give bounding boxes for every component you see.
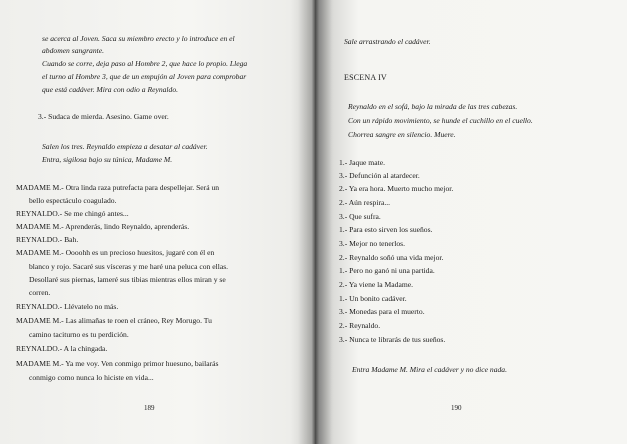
dialogue-line: REYNALDO.- A la chingada. [16, 344, 108, 353]
dialogue-line: 3.- Defunción al atardecer. [339, 171, 420, 180]
stage-direction-line: abdomen sangrante. [42, 46, 105, 55]
dialogue-line: MADAME M.- Aprenderás, lindo Reynaldo, aprenderás. [16, 222, 190, 231]
dialogue-line: 2.- Ya viene la Madame. [339, 280, 414, 289]
dialogue-line: conmigo como nunca lo hiciste en vida... [29, 373, 154, 382]
dialogue-line: MADAME M.- Oooohh es un precioso huesitos, jugaré con él en [16, 248, 215, 257]
dialogue-line: 3.- Mejor no tenerlos. [339, 239, 406, 248]
dialogue-line: blanco y rojo. Sacaré sus vísceras y me haré una peluca con ellas. [29, 262, 229, 271]
dialogue-line: 1.- Jaque mate. [339, 158, 385, 167]
dialogue-line: 1.- Para esto sirven los sueños. [339, 225, 433, 234]
dialogue-line: 3.- Sudaca de mierda. Asesino. Game over. [38, 112, 169, 121]
page-number: 190 [451, 404, 462, 412]
dialogue-line: 2.- Ya era hora. Muerto mucho mejor. [339, 184, 454, 193]
stage-direction-line: Sale arrastrando el cadáver. [344, 37, 431, 46]
dialogue-line: 3.- Que sufra. [339, 212, 381, 221]
stage-direction-line: Con un rápido movimiento, se hunde el cuchillo en el cuello. [348, 116, 533, 125]
dialogue-line: MADAME M.- Otra linda raza putrefacta para despellejar. Será un [16, 183, 220, 192]
stage-direction-line: se acerca al Joven. Saca su miembro erecto y lo introduce en el [42, 34, 235, 43]
scene-heading: ESCENA IV [344, 73, 387, 82]
stage-direction-line: Entra, sigilosa bajo su túnica, Madame M. [42, 155, 173, 164]
stage-direction-line: Chorrea sangre en silencio. Muere. [348, 130, 456, 139]
stage-direction-line: que está cadáver. Mira con odio a Reynaldo. [42, 85, 179, 94]
stage-direction-line: el turno al Hombre 3, que de un empujón al Joven para comprobar [42, 72, 247, 81]
stage-direction-line: Entra Madame M. Mira el cadáver y no dice nada. [352, 365, 508, 374]
stage-direction-line: Reynaldo en el sofá, bajo la mirada de las tres cabezas. [348, 102, 518, 111]
dialogue-line: corren. [29, 288, 51, 297]
dialogue-line: REYNALDO.- Bah. [16, 235, 79, 244]
dialogue-line: 2.- Reynaldo. [339, 321, 381, 330]
dialogue-line: REYNALDO.- Llévatelo no más. [16, 302, 119, 311]
dialogue-line: 2.- Aún respira... [339, 198, 391, 207]
right-page [315, 0, 627, 444]
dialogue-line: camino taciturno es tu perdición. [29, 330, 129, 339]
dialogue-line: 2.- Reynaldo soñó una vida mejor. [339, 253, 444, 262]
dialogue-line: MADAME M.- Las alimañas te roen el cráneo, Rey Morugo. Tu [16, 316, 212, 325]
dialogue-line: 1.- Un bonito cadáver. [339, 294, 407, 303]
dialogue-line: 3.- Monedas para el muerto. [339, 307, 425, 316]
dialogue-line: Desollaré sus piernas, lameré sus tibias mientras ellos miran y se [29, 275, 226, 284]
dialogue-line: bello espectáculo coagulado. [29, 196, 117, 205]
dialogue-line: 1.- Pero no ganó ni una partida. [339, 266, 435, 275]
dialogue-line: REYNALDO.- Se me chingó antes... [16, 209, 129, 218]
dialogue-line: MADAME M.- Ya me voy. Ven conmigo primor huesuno, bailarás [16, 359, 219, 368]
stage-direction-line: Salen los tres. Reynaldo empieza a desatar al cadáver. [42, 142, 208, 151]
dialogue-line: 3.- Nunca te librarás de tus sueños. [339, 335, 446, 344]
page-number: 189 [144, 404, 155, 412]
book-gutter-shadow [298, 0, 332, 444]
stage-direction-line: Cuando se corre, deja paso al Hombre 2, que hace lo propio. Llega [42, 59, 248, 68]
